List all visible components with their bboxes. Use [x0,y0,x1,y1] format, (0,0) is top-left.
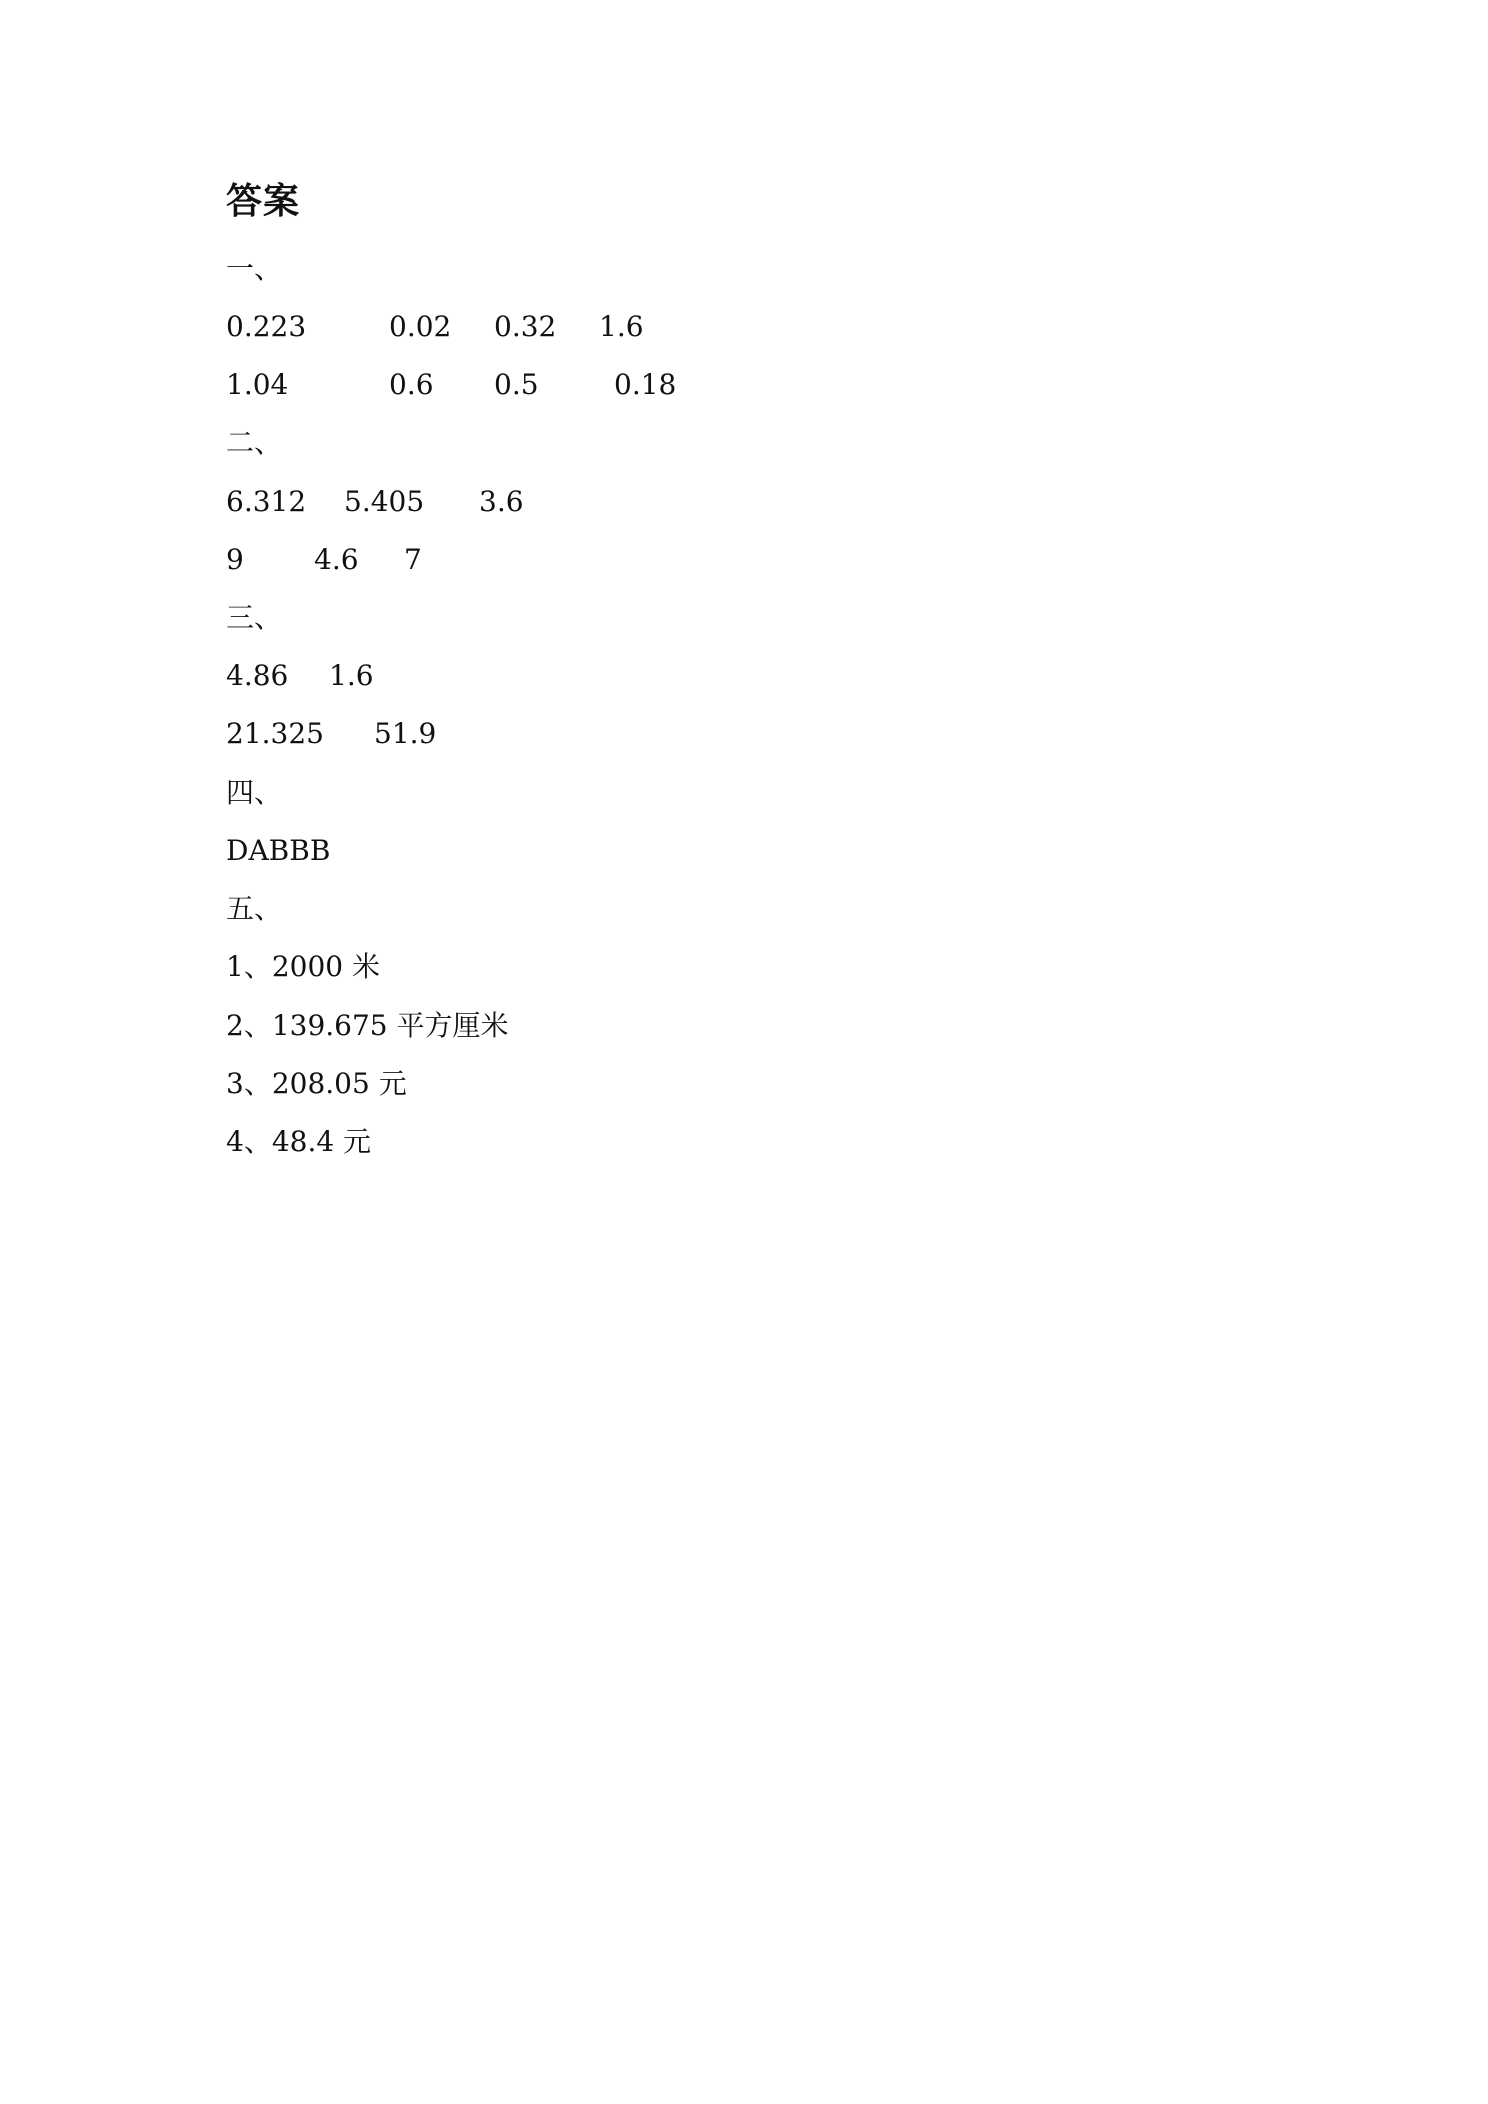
answer-value: 1.6 [599,310,644,343]
answer-value: 7 [404,543,422,576]
answer-value: 1、2000 米 [226,950,380,983]
answer-value: 0.18 [614,368,677,401]
answer-value: 3、208.05 元 [226,1067,407,1100]
answer-value: 4.86 [226,659,289,692]
answer-value: DABBB [226,834,331,867]
answer-value: 0.223 [226,310,307,343]
answer-value: 0.32 [494,310,557,343]
section-heading-label: 一、 [226,252,283,285]
section-heading-label: 三、 [226,601,283,634]
answer-value: 0.5 [494,368,539,401]
answer-value: 4.6 [314,543,359,576]
answer-value: 4、48.4 元 [226,1125,372,1158]
answer-value: 51.9 [374,717,437,750]
answer-value: 2、139.675 平方厘米 [226,1009,509,1042]
page-title: 答案 [226,181,301,222]
answer-value: 21.325 [226,717,324,750]
answer-value: 0.6 [389,368,434,401]
answer-value: 1.6 [329,659,374,692]
answer-value: 6.312 [226,485,307,518]
answer-value: 3.6 [479,485,524,518]
section-heading-label: 四、 [226,776,283,809]
answer-value: 1.04 [226,368,289,401]
answer-value: 5.405 [344,485,425,518]
answer-value: 0.02 [389,310,452,343]
answer-value: 9 [226,543,244,576]
section-heading-label: 二、 [226,426,283,459]
section-heading-label: 五、 [226,892,283,925]
